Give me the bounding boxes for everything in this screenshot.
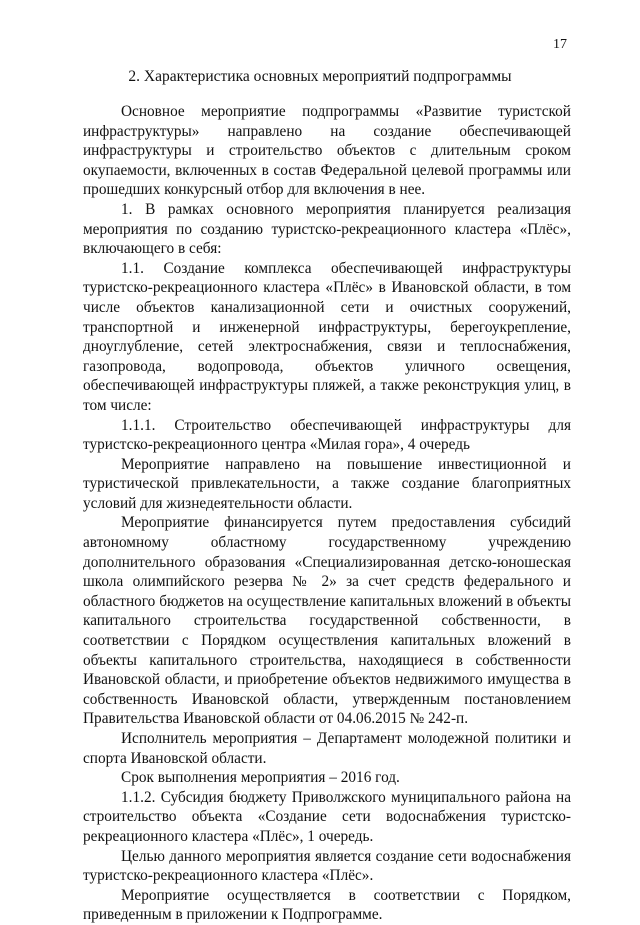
section-heading: 2. Характеристика основных мероприятий подпрограммы <box>128 68 512 85</box>
paragraph: Мероприятие осуществляется в соответствии с Порядком, приведенным в приложении к Подпрограмме. <box>83 886 571 924</box>
paragraph: 1.1. Создание комплекса обеспечивающей инфраструктуры туристско-рекреационного кластера «Плёс» в Ивановской области, в том числе объектов канализационной сети и очистных сооружений, транспортной и инженерной инфраструктуры, берегоукрепление, дноуглубление, сетей электроснабжения, связи и теплоснабжения, газопровода, водопровода, объектов уличного освещения, обеспечивающей инфраструктуры пляжей, а также реконструкция улиц, в том числе: <box>83 259 571 414</box>
paragraph: Исполнитель мероприятия – Департамент молодежной политики и спорта Ивановской области. <box>83 730 571 767</box>
page-number: 17 <box>553 37 567 52</box>
paragraph: Мероприятие финансируется путем предоставления субсидий автономному областному государственному учреждению дополнительного образования «Специализированная детско-юношеская школа олимпийского резерва № 2» за счет средств федерального и областного бюджетов на осуществление капитальных вложений в объекты капитального строительства государственной собственности, в соответствии с Порядком осуществления капитальных вложений в объекты капитального строительства, находящиеся в собственности Ивановской области, и приобретение объектов недвижимого имущества в собственность Ивановской области, утвержденным постановлением Правительства Ивановской области от 04.06.2015 № 242-п. <box>83 514 571 728</box>
paragraph: 1. В рамках основного мероприятия планируется реализация мероприятия по созданию туристско-рекреационного кластера «Плёс», включающего в себя: <box>83 200 571 258</box>
paragraph: Основное мероприятие подпрограммы «Развитие туристской инфраструктуры» направлено на создание обеспечивающей инфраструктуры и строительство объектов с длительным сроком окупаемости, включенных в состав Федеральной целевой программы или прошедших конкурсный отбор для включения в нее. <box>83 103 571 199</box>
paragraph: 1.1.1. Строительство обеспечивающей инфраструктуры для туристско-рекреационного центра «Милая гора», 4 очередь <box>83 416 571 454</box>
paragraph: Целью данного мероприятия является создание сети водоснабжения туристско-рекреационного кластера «Плёс». <box>83 847 571 885</box>
paragraph: 1.1.2. Субсидия бюджету Приволжского муниципального района на строительство объекта «Создание сети водоснабжения туристско-рекреационного кластера «Плёс», 1 очередь. <box>83 788 571 845</box>
paragraph: Мероприятие направлено на повышение инвестиционной и туристической привлекательности, а также создание благоприятных условий для жизнедеятельности области. <box>83 455 571 512</box>
body-text <box>83 102 571 925</box>
paragraph: Срок выполнения мероприятия – 2016 год. <box>121 769 400 787</box>
